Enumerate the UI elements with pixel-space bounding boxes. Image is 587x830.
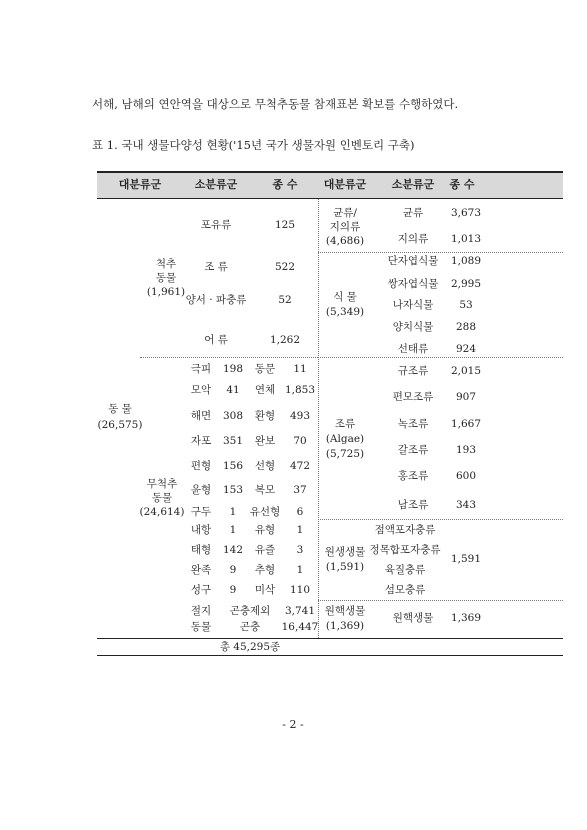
- plant-row-count: 288: [455, 321, 477, 333]
- plant-row-name: 양치식물: [392, 321, 434, 333]
- protist-prokaryote-divider: [318, 600, 563, 601]
- invert-phylum: 선형: [254, 460, 276, 472]
- arthropod-row-name: 곤충: [239, 621, 261, 633]
- invert-count: 1: [296, 564, 304, 576]
- vertebrate-row-count: 125: [274, 219, 296, 231]
- invert-count: 156: [222, 460, 244, 472]
- vertebrate-row-name: 조 류: [204, 261, 228, 273]
- invert-phylum: 복모: [254, 484, 276, 496]
- arthropod-label-1: 절지: [190, 605, 212, 617]
- protist-count: (1,591): [325, 561, 365, 573]
- animal-group-count: (26,575): [97, 419, 143, 431]
- fungi-plant-divider: [318, 252, 563, 253]
- animal-group-label: 동 물: [108, 403, 132, 415]
- algae-count: (5,725): [325, 448, 365, 460]
- invert-count: 1: [229, 506, 237, 518]
- prokaryote-row-count: 1,369: [450, 612, 482, 624]
- algae-row-count: 1,667: [450, 418, 482, 430]
- invert-count: 70: [293, 435, 307, 447]
- algae-row-name: 녹조류: [397, 418, 429, 430]
- invert-phylum: 유선형: [249, 506, 281, 518]
- algae-row-name: 규조류: [397, 365, 429, 377]
- invert-count: 11: [293, 363, 307, 375]
- invert-count: 351: [222, 435, 244, 447]
- invert-phylum: 추형: [254, 564, 276, 576]
- plant-row-count: 2,995: [450, 278, 482, 290]
- vertebrate-row-name: 양서 · 파충류: [185, 294, 247, 306]
- algae-row-name: 편모조류: [392, 391, 434, 403]
- invert-phylum: 구두: [190, 506, 212, 518]
- prokaryote-row-name: 원핵생물: [392, 612, 434, 624]
- page-number: - 2 -: [282, 718, 304, 731]
- invert-count: 1,853: [284, 384, 316, 396]
- arthropod-label-2: 동물: [190, 621, 212, 633]
- vertebrate-label-1: 척추: [155, 258, 177, 270]
- header-minor-group-right: 소분류군: [391, 178, 435, 191]
- algae-row-count: 600: [455, 470, 477, 482]
- invert-phylum: 유형: [254, 524, 276, 536]
- vertebrate-count: (1,961): [146, 286, 186, 298]
- protist-row-name: 육질충류: [384, 564, 426, 576]
- plant-row-name: 단자엽식물: [387, 255, 439, 267]
- invert-count: 9: [229, 564, 237, 576]
- vertebrate-row-count: 522: [274, 261, 296, 273]
- plant-row-count: 924: [455, 343, 477, 355]
- invert-count: 37: [293, 484, 307, 496]
- invert-phylum: 편형: [190, 460, 212, 472]
- plant-row-count: 1,089: [450, 255, 482, 267]
- invert-phylum: 내항: [190, 524, 212, 536]
- invert-count: 493: [289, 410, 311, 422]
- vertebrate-label-2: 동물: [155, 272, 177, 284]
- invert-phylum: 자포: [190, 435, 212, 447]
- invert-count: 142: [222, 544, 244, 556]
- prokaryote-label: 원핵생물: [324, 605, 366, 617]
- invert-count: 308: [222, 410, 244, 422]
- invert-phylum: 연체: [254, 384, 276, 396]
- prokaryote-count: (1,369): [325, 620, 365, 632]
- fungi-row-count: 1,013: [450, 233, 482, 245]
- plant-count: (5,349): [325, 306, 365, 318]
- vertebrate-row-name: 포유류: [200, 219, 232, 231]
- invert-count: 1: [229, 524, 237, 536]
- invert-phylum: 모악: [190, 384, 212, 396]
- invert-phylum: 환형: [254, 410, 276, 422]
- algae-row-count: 193: [455, 444, 477, 456]
- fungi-row-count: 3,673: [450, 207, 482, 219]
- arthropod-row-count: 3,741: [284, 605, 316, 617]
- fungi-label-1: 균류/: [333, 207, 357, 219]
- plant-row-name: 쌍자엽식물: [387, 278, 439, 290]
- plant-label: 식 물: [333, 291, 357, 303]
- table-caption: 표 1. 국내 생물다양성 현황('15년 국가 생물자원 인벤토리 구축): [92, 138, 415, 152]
- protist-species-count: 1,591: [450, 553, 482, 565]
- invert-count: 198: [222, 363, 244, 375]
- algae-row-name: 홍조류: [397, 470, 429, 482]
- vert-invert-divider: [140, 357, 318, 358]
- plant-row-name: 나자식물: [392, 299, 434, 311]
- algae-row-name: 갈조류: [397, 444, 429, 456]
- header-minor-group-left: 소분류군: [194, 178, 238, 191]
- invert-phylum: 태형: [190, 544, 212, 556]
- algae-label-2: (Algae): [325, 433, 365, 445]
- plant-row-name: 선태류: [397, 343, 429, 355]
- fungi-row-name: 균류: [402, 207, 424, 219]
- header-major-group-left: 대분류군: [118, 178, 162, 191]
- algae-row-name: 남조류: [397, 499, 429, 511]
- table-top-rule: [97, 171, 563, 173]
- plant-row-count: 53: [459, 299, 473, 311]
- invert-count: 9: [229, 584, 237, 596]
- middle-divider: [318, 199, 319, 638]
- invert-count: 3: [296, 544, 304, 556]
- invert-phylum: 완족: [190, 564, 212, 576]
- invert-phylum: 해면: [190, 410, 212, 422]
- algae-label-1: 조류: [334, 418, 356, 430]
- invert-phylum: 미삭: [254, 584, 276, 596]
- invert-phylum: 극피: [190, 363, 212, 375]
- algae-protist-divider: [318, 519, 563, 520]
- algae-row-count: 343: [455, 499, 477, 511]
- protist-row-name: 섬모충류: [384, 584, 426, 596]
- invert-phylum: 동문: [254, 363, 276, 375]
- protist-row-name: 점액포자충류: [374, 524, 436, 536]
- table-bottom-rule-1: [97, 638, 563, 639]
- protist-label: 원생생물: [324, 546, 366, 558]
- invert-phylum: 유즐: [254, 544, 276, 556]
- invertebrate-label-2: 동물: [151, 492, 173, 504]
- arthropod-row-name: 곤충제외: [229, 605, 271, 617]
- algae-row-count: 907: [455, 391, 477, 403]
- fungi-row-name: 지의류: [397, 233, 429, 245]
- invert-phylum: 성구: [190, 584, 212, 596]
- invert-count: 41: [226, 384, 240, 396]
- arthropod-row-count: 16,447: [281, 621, 319, 633]
- header-bottom-rule: [97, 198, 563, 199]
- intro-text: 서해, 남해의 연안역을 대상으로 무척추동물 참재표본 확보를 수행하였다.: [92, 97, 459, 111]
- fungi-label-2: 지의류: [329, 221, 361, 233]
- invert-count: 472: [289, 460, 311, 472]
- protist-row-name: 정목합포자충류: [369, 544, 441, 556]
- invert-count: 6: [296, 506, 304, 518]
- header-species-right: 종 수: [449, 178, 475, 191]
- table-total: 총 45,295종: [219, 641, 281, 653]
- vertebrate-row-count: 52: [278, 294, 292, 306]
- vertebrate-row-name: 어 류: [204, 334, 228, 346]
- header-major-group-right: 대분류군: [323, 178, 367, 191]
- invert-phylum: 완보: [254, 435, 276, 447]
- plant-algae-divider: [318, 357, 563, 358]
- header-species-left: 종 수: [272, 178, 298, 191]
- invert-count: 110: [289, 584, 311, 596]
- table-bottom-rule-2: [97, 655, 563, 656]
- fungi-count: (4,686): [325, 235, 365, 247]
- invert-count: 1: [296, 524, 304, 536]
- algae-row-count: 2,015: [450, 365, 482, 377]
- vertebrate-row-count: 1,262: [269, 334, 301, 346]
- invert-phylum: 윤형: [190, 484, 212, 496]
- invertebrate-count: (24,614): [139, 506, 185, 518]
- invert-count: 153: [222, 484, 244, 496]
- invertebrate-label-1: 무척추: [146, 478, 178, 490]
